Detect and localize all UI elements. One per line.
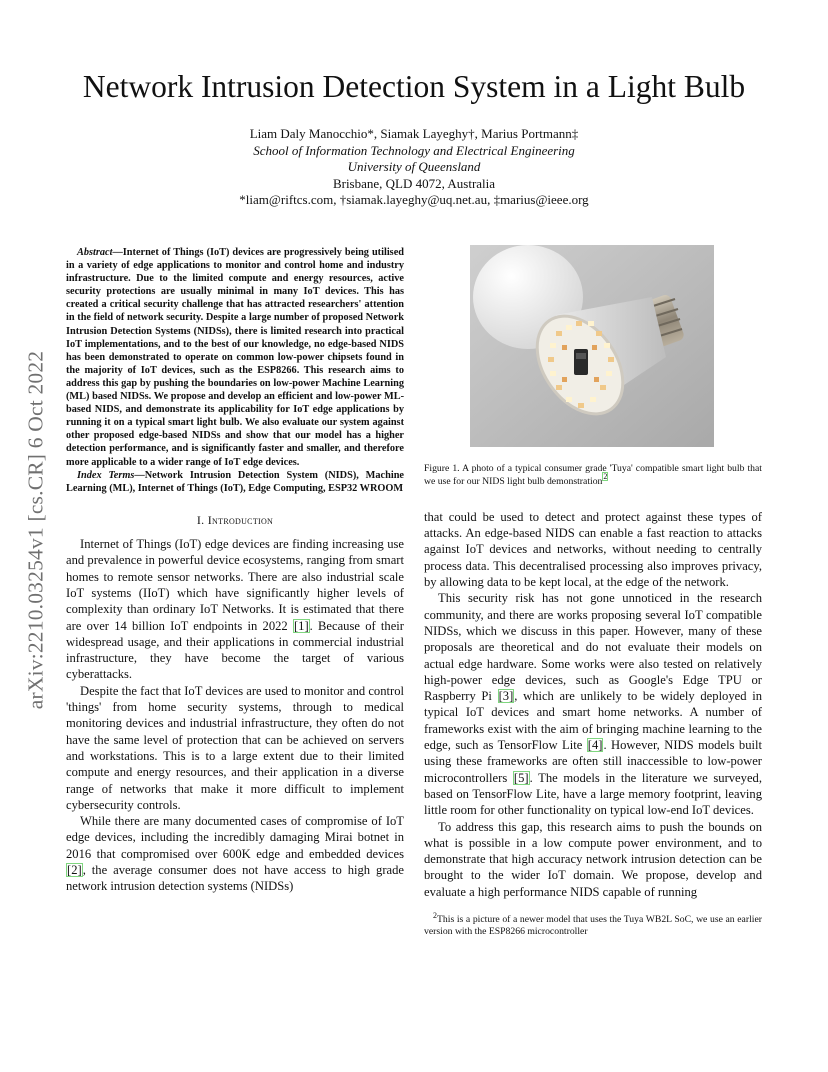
body-text: This security risk has not gone unnoticed in the research community, and there are works proposing several IoT compatible NIDSs, which we discuss in this paper. However, many of these proposals are theoretical and do not evaluate their models on actual edge hardware. Some works were also tested on relatively high-power edge devices, such as Google's Edge TPU or Raspberry Pi <box>424 591 762 704</box>
index-terms <box>66 469 404 495</box>
intro-paragraph-2: Despite the fact that IoT devices are used to monitor and control 'things' from home security systems, through to medical monitoring devices and industrial infrastructure, they often do not have the same level of protection that can be achieved on servers and workstations. This is to a large extent due to their limited compute and energy resources, and their application in a diverse range of networks that make it more difficult to implement cybersecurity controls. <box>66 683 404 812</box>
footnote-text: This is a picture of a newer model that uses the Tuya WB2L SoC, we use an earlier version with the ESP8266 microcontroller <box>424 914 762 938</box>
body-text: . The models in the literature we surveyed, based on TensorFlow Lite, have a large memory footprint, leaving little room for other functionality on typical low-end IoT devices. <box>424 770 762 818</box>
citation-link[interactable]: [3] <box>498 689 514 704</box>
body-paragraph-2 <box>424 590 762 818</box>
author-address: Brisbane, QLD 4072, Australia <box>332 175 496 191</box>
body-text: , which are unlikely to be widely deployed in typical IoT devices and smart home networks. A number of frameworks exist with the aim of bringing machine learning to the edge, such as TensorFlow Lite <box>424 689 762 753</box>
author-emails: *liam@riftcs.com, †siamak.layeghy@uq.net.au, ‡marius@ieee.org <box>239 192 589 208</box>
abstract-label: Abstract <box>77 247 113 258</box>
intro-paragraph-3 <box>66 813 404 894</box>
citation-link[interactable]: [2] <box>67 863 82 878</box>
abstract-text: —Internet of Things (IoT) devices are progressively being utilised in a variety of edge applications to monitor and control home and industry infrastructure. Due to the limited compute and energy resources, active security protections are usually minimal in many IoT devices. This has created a critical security challenge that has attracted researchers' attention in the field of network security. Despite a large number of proposed Network Intrusion Detection Systems (NIDSs), there is limited research into practical IoT implementations, and to the best of our knowledge, no edge-based NIDS has been demonstrated to operate on common low-power chipsets found in the majority of IoT devices, such as the ESP8266. This research aims to address this gap by pushing the boundaries on low-power Machine Learning (ML) based NIDSs. We propose and develop an efficient and low-power ML-based NIDS, and demonstrate its applicability for IoT edge applications by running it on a typical smart light bulb. We also evaluate our system against other proposed edge-based NIDSs and show that our model has a higher detection performance, and is significantly faster and smaller, and therefore more applicable to a wider range of IoT edge devices. <box>66 247 404 468</box>
body-paragraph-1: that could be used to detect and protect against these types of attacks. An edge-based NIDS can enable a fast reaction to attacks against IoT devices and networks, without needing to centrally process data. This decentralised processing also improves privacy, by allowing data to be kept local, at the edge of the network. <box>424 509 762 590</box>
citation-link[interactable]: [5] <box>513 770 529 785</box>
figure-caption <box>424 463 762 488</box>
intro-text: While there are many documented cases of compromise of IoT edge devices, including the incredibly damaging Mirai botnet in 2016 that compromised over 600K edge and embedded devices <box>66 814 404 861</box>
citation-link[interactable]: [1] <box>293 618 309 633</box>
intro-text: , the average consumer does not have access to high grade network intrusion detection systems (NIDSs) <box>66 863 404 894</box>
body-text: . However, NIDS models built using these frameworks are often still inaccessible to low-power microcontrollers <box>424 738 763 785</box>
author-university: University of Queensland <box>347 159 481 175</box>
index-terms-text: —Network Intrusion Detection System (NIDS), Machine Learning (ML), Internet of Things (IoT), Edge Computing, ESP32 WROOM <box>66 469 404 494</box>
author-school: School of Information Technology and Electrical Engineering <box>253 142 575 158</box>
section-heading-introduction: I. Introduction <box>196 512 274 527</box>
author-names: Liam Daly Manocchio*, Siamak Layeghy†, Marius Portmann‡ <box>249 126 579 141</box>
light-bulb-photo <box>470 245 714 447</box>
arxiv-identifier: arXiv:2210.03254v1 [cs.CR] 6 Oct 2022 <box>23 350 48 710</box>
intro-paragraph-1 <box>66 536 404 683</box>
intro-text: Internet of Things (IoT) edge devices are finding increasing use and prevalence in powerful device ecosystems, ranging from smart homes to remote sensor networks. There are also industrial scale IoT systems (IIoT) which have significantly higher levels of complexity than ordinary IoT Networks. It is estimated that there are over 14 billion IoT endpoints in 2022 <box>66 537 404 633</box>
caption-text: Figure 1. A photo of a typical consumer grade 'Tuya' compatible smart light bulb that we use for our NIDS light bulb demonstration <box>424 463 762 487</box>
body-paragraph-3: To address this gap, this research aims to push the bounds on what is possible in a low compute power environment, and to demonstrate that high accuracy network intrusion detection can be brought to the wider IoT domain. We propose, develop and evaluate a high performance NIDS capable of running <box>424 819 762 899</box>
intro-text: . Because of their widespread usage, and their applications in commercial industrial infrastructure, they have become the target of various cyberattacks. <box>66 618 404 682</box>
right-column <box>424 245 762 939</box>
footnote-mark: 2 <box>433 910 437 920</box>
paper-title: Network Intrusion Detection System in a Light Bulb <box>82 69 746 104</box>
footnote-link[interactable]: 2 <box>603 472 608 482</box>
arxiv-side-label <box>22 300 50 760</box>
abstract <box>66 246 404 469</box>
left-column <box>66 246 404 895</box>
author-block <box>60 126 768 209</box>
index-terms-label: Index Terms <box>77 469 135 481</box>
citation-link[interactable]: [4] <box>587 738 603 753</box>
footnote <box>424 910 762 939</box>
wifi-chip <box>574 349 588 375</box>
